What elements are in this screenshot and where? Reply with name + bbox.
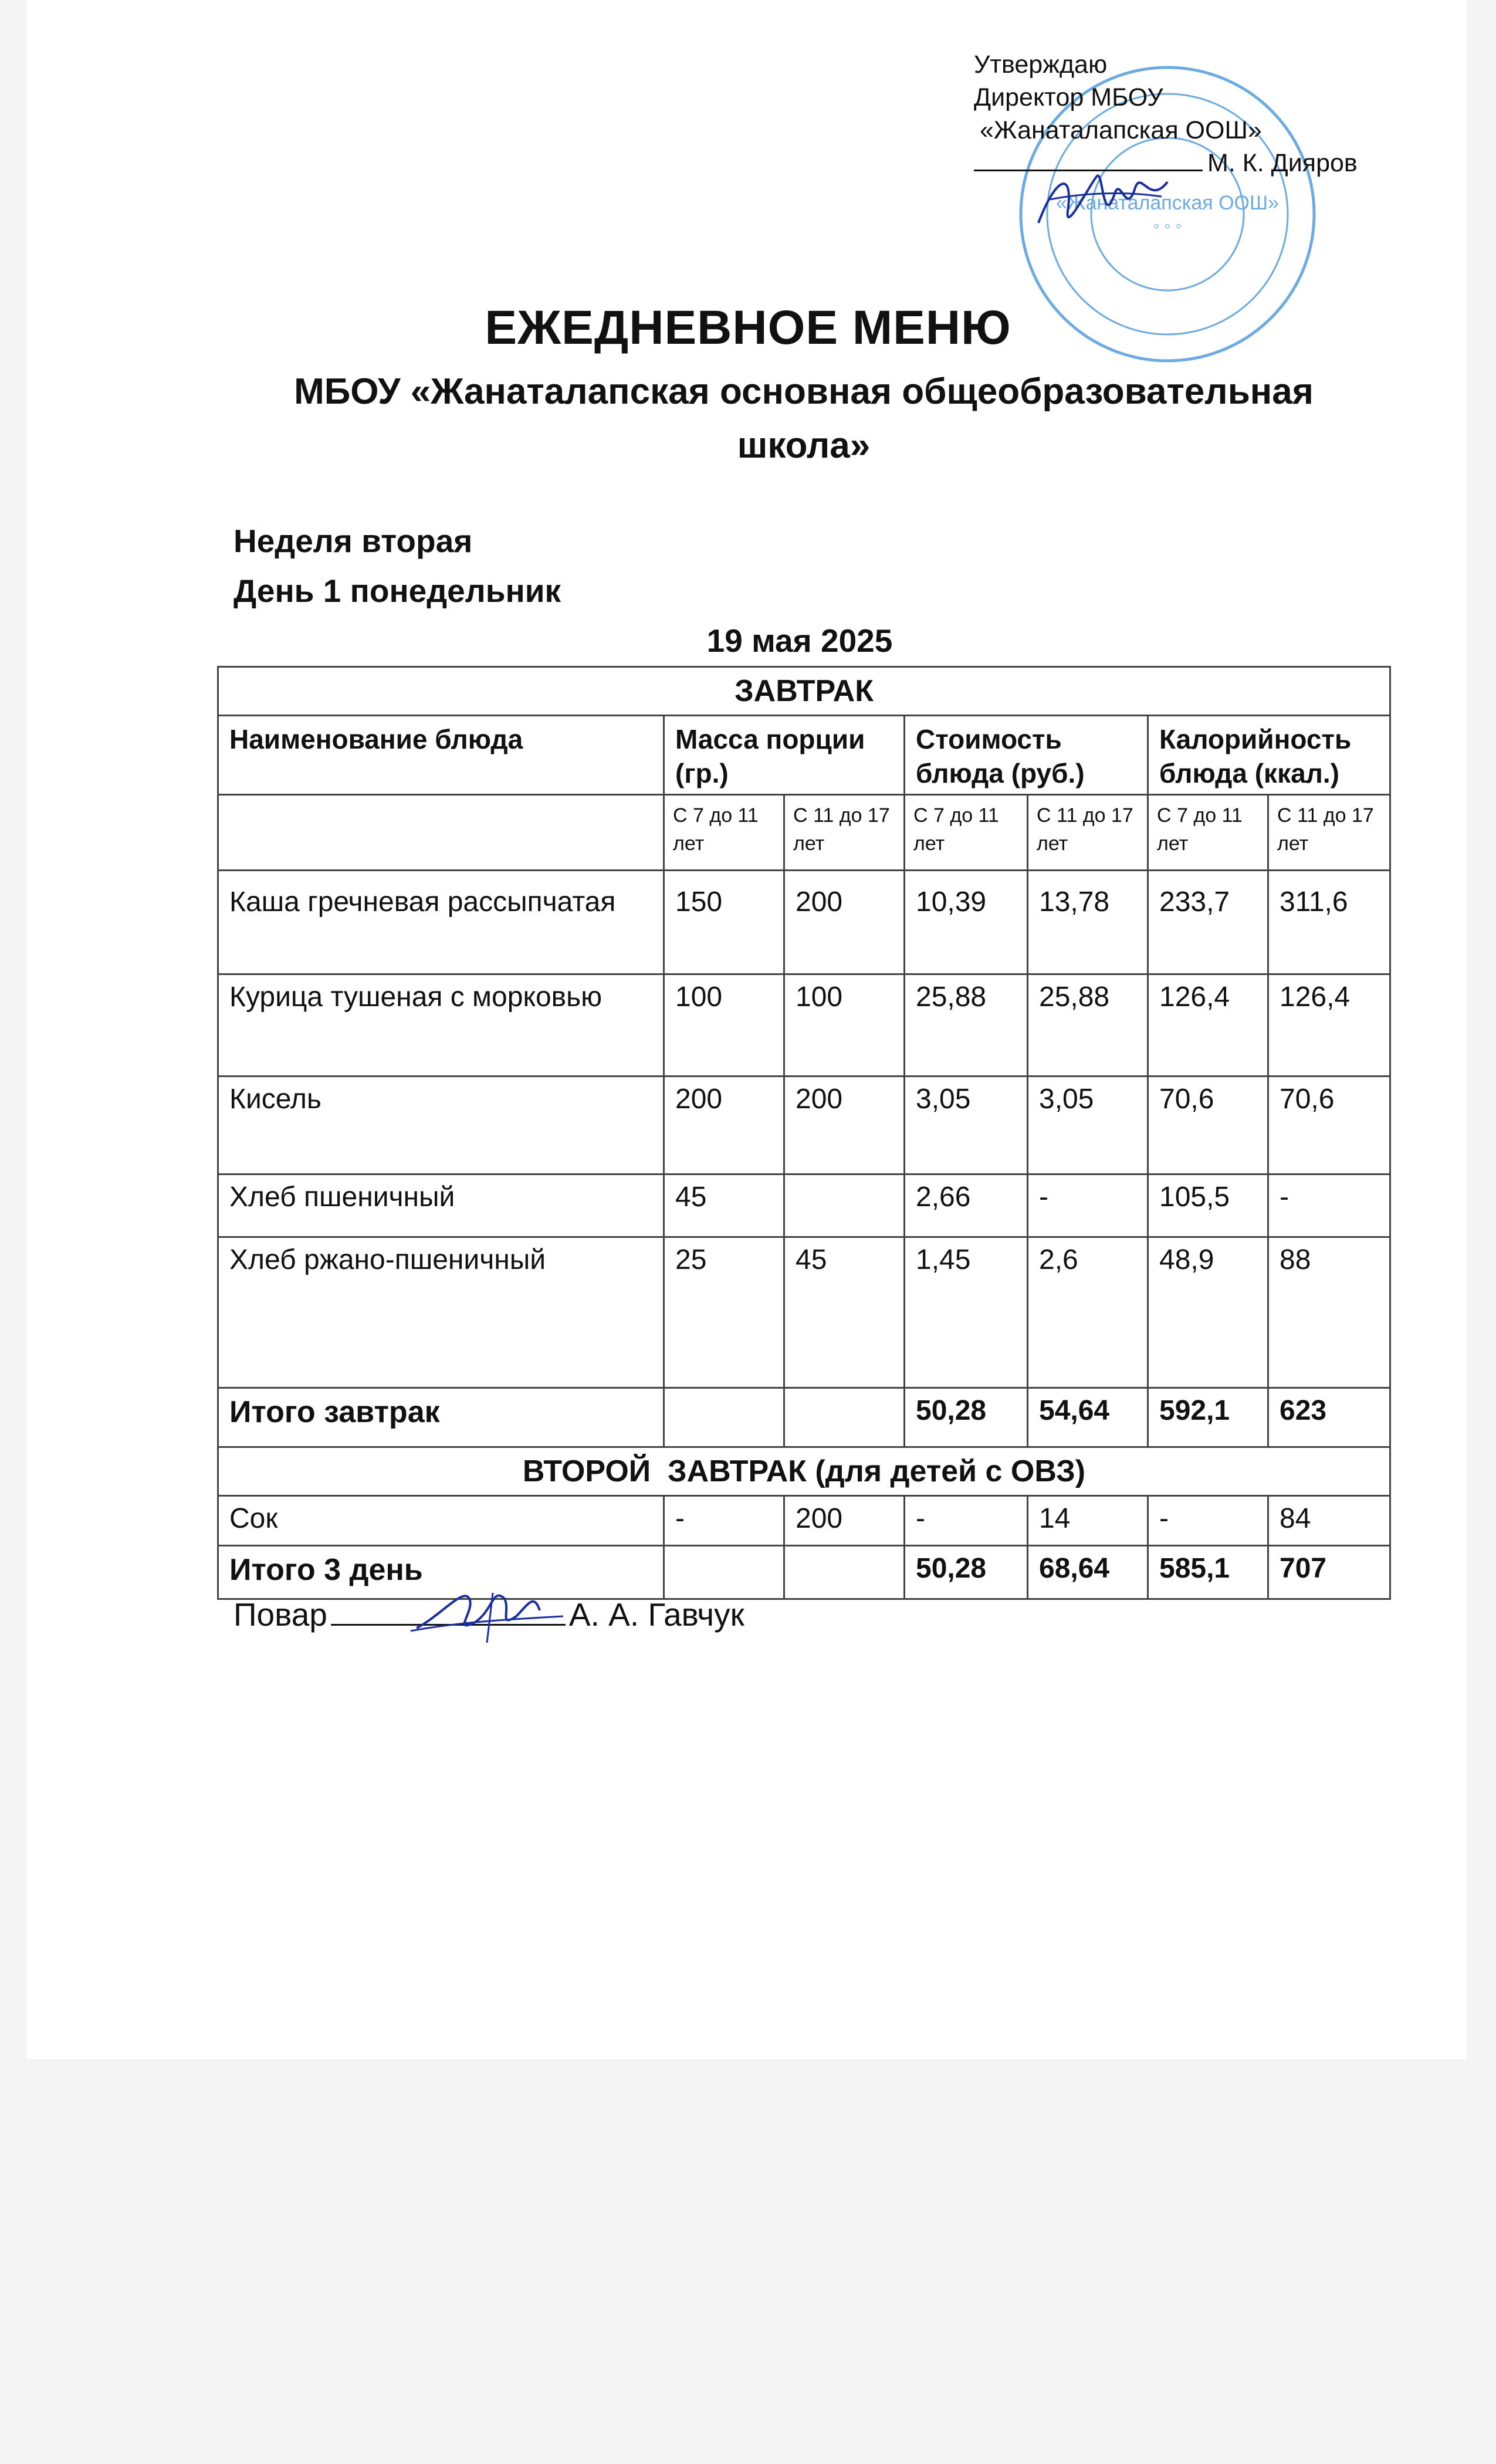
cost-11-17: - bbox=[1028, 1175, 1148, 1237]
mass-7-11: 25 bbox=[664, 1237, 784, 1388]
cost-11-17: 2,6 bbox=[1028, 1237, 1148, 1388]
section-row bbox=[218, 1447, 1390, 1496]
cost-7-11: 1,45 bbox=[905, 1237, 1028, 1388]
approval-line3: «Жанаталапская ООШ» bbox=[980, 116, 1262, 144]
mass-7-11: 45 bbox=[664, 1175, 784, 1237]
age-group-cell: С 7 до 11 лет bbox=[905, 795, 1028, 871]
dish-name: Хлеб ржано-пшеничный bbox=[218, 1237, 664, 1388]
header-mass: Масса порции (гр.) bbox=[664, 716, 905, 795]
age-group-cell: С 11 до 17 лет bbox=[784, 795, 905, 871]
header-calories: Калорийность блюда (ккал.) bbox=[1148, 716, 1390, 795]
total-breakfast-row bbox=[218, 1388, 1390, 1447]
section-second-breakfast: ВТОРОЙ ЗАВТРАК (для детей с ОВЗ) bbox=[218, 1447, 1390, 1496]
cook-name: А. А. Гавчук bbox=[568, 1596, 744, 1633]
cost-11-17: 25,88 bbox=[1028, 974, 1148, 1077]
mass-11-17: 200 bbox=[784, 1496, 905, 1546]
kcal-11-17: 70,6 bbox=[1268, 1077, 1390, 1175]
kcal-11-17: - bbox=[1268, 1175, 1390, 1237]
dish-name: Каша гречневая рассыпчатая bbox=[218, 871, 664, 974]
mass-7-11: - bbox=[664, 1496, 784, 1546]
week-label: Неделя вторая bbox=[233, 523, 473, 559]
header-cost: Стоимость блюда (руб.) bbox=[905, 716, 1148, 795]
stamp-text: «Жанаталапская ООШ» bbox=[1055, 192, 1280, 214]
page-title: ЕЖЕДНЕВНОЕ МЕНЮ bbox=[485, 301, 1011, 354]
cost-7-11: - bbox=[905, 1496, 1028, 1546]
menu-date: 19 мая 2025 bbox=[706, 622, 893, 659]
approval-line1: Утверждаю bbox=[974, 50, 1108, 79]
kcal-7-11: 233,7 bbox=[1148, 871, 1268, 974]
table-row bbox=[218, 974, 1390, 1077]
cook-signature bbox=[405, 1575, 569, 1646]
total-day-row bbox=[218, 1546, 1390, 1599]
cost-7-11: 3,05 bbox=[905, 1077, 1028, 1175]
director-name: М. К. Дияров bbox=[1207, 149, 1358, 177]
age-group-cell: С 7 до 11 лет bbox=[664, 795, 784, 871]
cost-7-11: 2,66 bbox=[905, 1175, 1028, 1237]
total-cost-11-17: 54,64 bbox=[1028, 1388, 1148, 1447]
kcal-7-11: 48,9 bbox=[1148, 1237, 1268, 1388]
age-group-row bbox=[218, 795, 1390, 871]
age-group-cell: С 11 до 17 лет bbox=[1268, 795, 1390, 871]
kcal-7-11: 70,6 bbox=[1148, 1077, 1268, 1175]
total-cost-7-11: 50,28 bbox=[905, 1546, 1028, 1599]
kcal-7-11: - bbox=[1148, 1496, 1268, 1546]
total-kcal-11-17: 707 bbox=[1268, 1546, 1390, 1599]
cost-7-11: 10,39 bbox=[905, 871, 1028, 974]
mass-11-17: 45 bbox=[784, 1237, 905, 1388]
section-breakfast: ЗАВТРАК bbox=[218, 667, 1390, 716]
empty-cell bbox=[664, 1388, 784, 1447]
director-signature bbox=[1033, 158, 1173, 241]
dish-name: Курица тушеная с морковью bbox=[218, 974, 664, 1077]
mass-11-17: 100 bbox=[784, 974, 905, 1077]
kcal-11-17: 88 bbox=[1268, 1237, 1390, 1388]
kcal-7-11: 105,5 bbox=[1148, 1175, 1268, 1237]
total-kcal-7-11: 585,1 bbox=[1148, 1546, 1268, 1599]
svg-text:◦ ◦ ◦: ◦ ◦ ◦ bbox=[1153, 216, 1182, 236]
total-cost-7-11: 50,28 bbox=[905, 1388, 1028, 1447]
age-group-cell: С 11 до 17 лет bbox=[1028, 795, 1148, 871]
mass-11-17: 200 bbox=[784, 1077, 905, 1175]
mass-7-11: 100 bbox=[664, 974, 784, 1077]
menu-table bbox=[217, 666, 1391, 1600]
section-row bbox=[218, 667, 1390, 716]
kcal-7-11: 126,4 bbox=[1148, 974, 1268, 1077]
mass-11-17 bbox=[784, 1175, 905, 1237]
total-kcal-7-11: 592,1 bbox=[1148, 1388, 1268, 1447]
table-row bbox=[218, 1496, 1390, 1546]
table-row bbox=[218, 1077, 1390, 1175]
header-name: Наименование блюда bbox=[218, 716, 664, 795]
kcal-11-17: 311,6 bbox=[1268, 871, 1390, 974]
age-group-cell: С 7 до 11 лет bbox=[1148, 795, 1268, 871]
table-row bbox=[218, 1175, 1390, 1237]
kcal-11-17: 84 bbox=[1268, 1496, 1390, 1546]
dish-name: Кисель bbox=[218, 1077, 664, 1175]
empty-cell bbox=[218, 795, 664, 871]
mass-11-17: 200 bbox=[784, 871, 905, 974]
cook-label: Повар bbox=[233, 1596, 327, 1633]
empty-cell bbox=[784, 1546, 905, 1599]
header-row bbox=[218, 716, 1390, 795]
table-row bbox=[218, 871, 1390, 974]
table-row bbox=[218, 1237, 1390, 1388]
total-label: Итого 3 день bbox=[218, 1546, 664, 1599]
mass-7-11: 150 bbox=[664, 871, 784, 974]
dish-name: Сок bbox=[218, 1496, 664, 1546]
mass-7-11: 200 bbox=[664, 1077, 784, 1175]
cost-11-17: 14 bbox=[1028, 1496, 1148, 1546]
empty-cell bbox=[784, 1388, 905, 1447]
total-label: Итого завтрак bbox=[218, 1388, 664, 1447]
cost-11-17: 3,05 bbox=[1028, 1077, 1148, 1175]
approval-line2: Директор МБОУ bbox=[974, 83, 1163, 111]
kcal-11-17: 126,4 bbox=[1268, 974, 1390, 1077]
school-name: МБОУ «Жанаталапская основная общеобразовательная школа» bbox=[294, 371, 1314, 466]
dish-name: Хлеб пшеничный bbox=[218, 1175, 664, 1237]
day-label: День 1 понедельник bbox=[233, 573, 561, 609]
cost-11-17: 13,78 bbox=[1028, 871, 1148, 974]
empty-cell bbox=[664, 1546, 784, 1599]
total-cost-11-17: 68,64 bbox=[1028, 1546, 1148, 1599]
total-kcal-11-17: 623 bbox=[1268, 1388, 1390, 1447]
cost-7-11: 25,88 bbox=[905, 974, 1028, 1077]
